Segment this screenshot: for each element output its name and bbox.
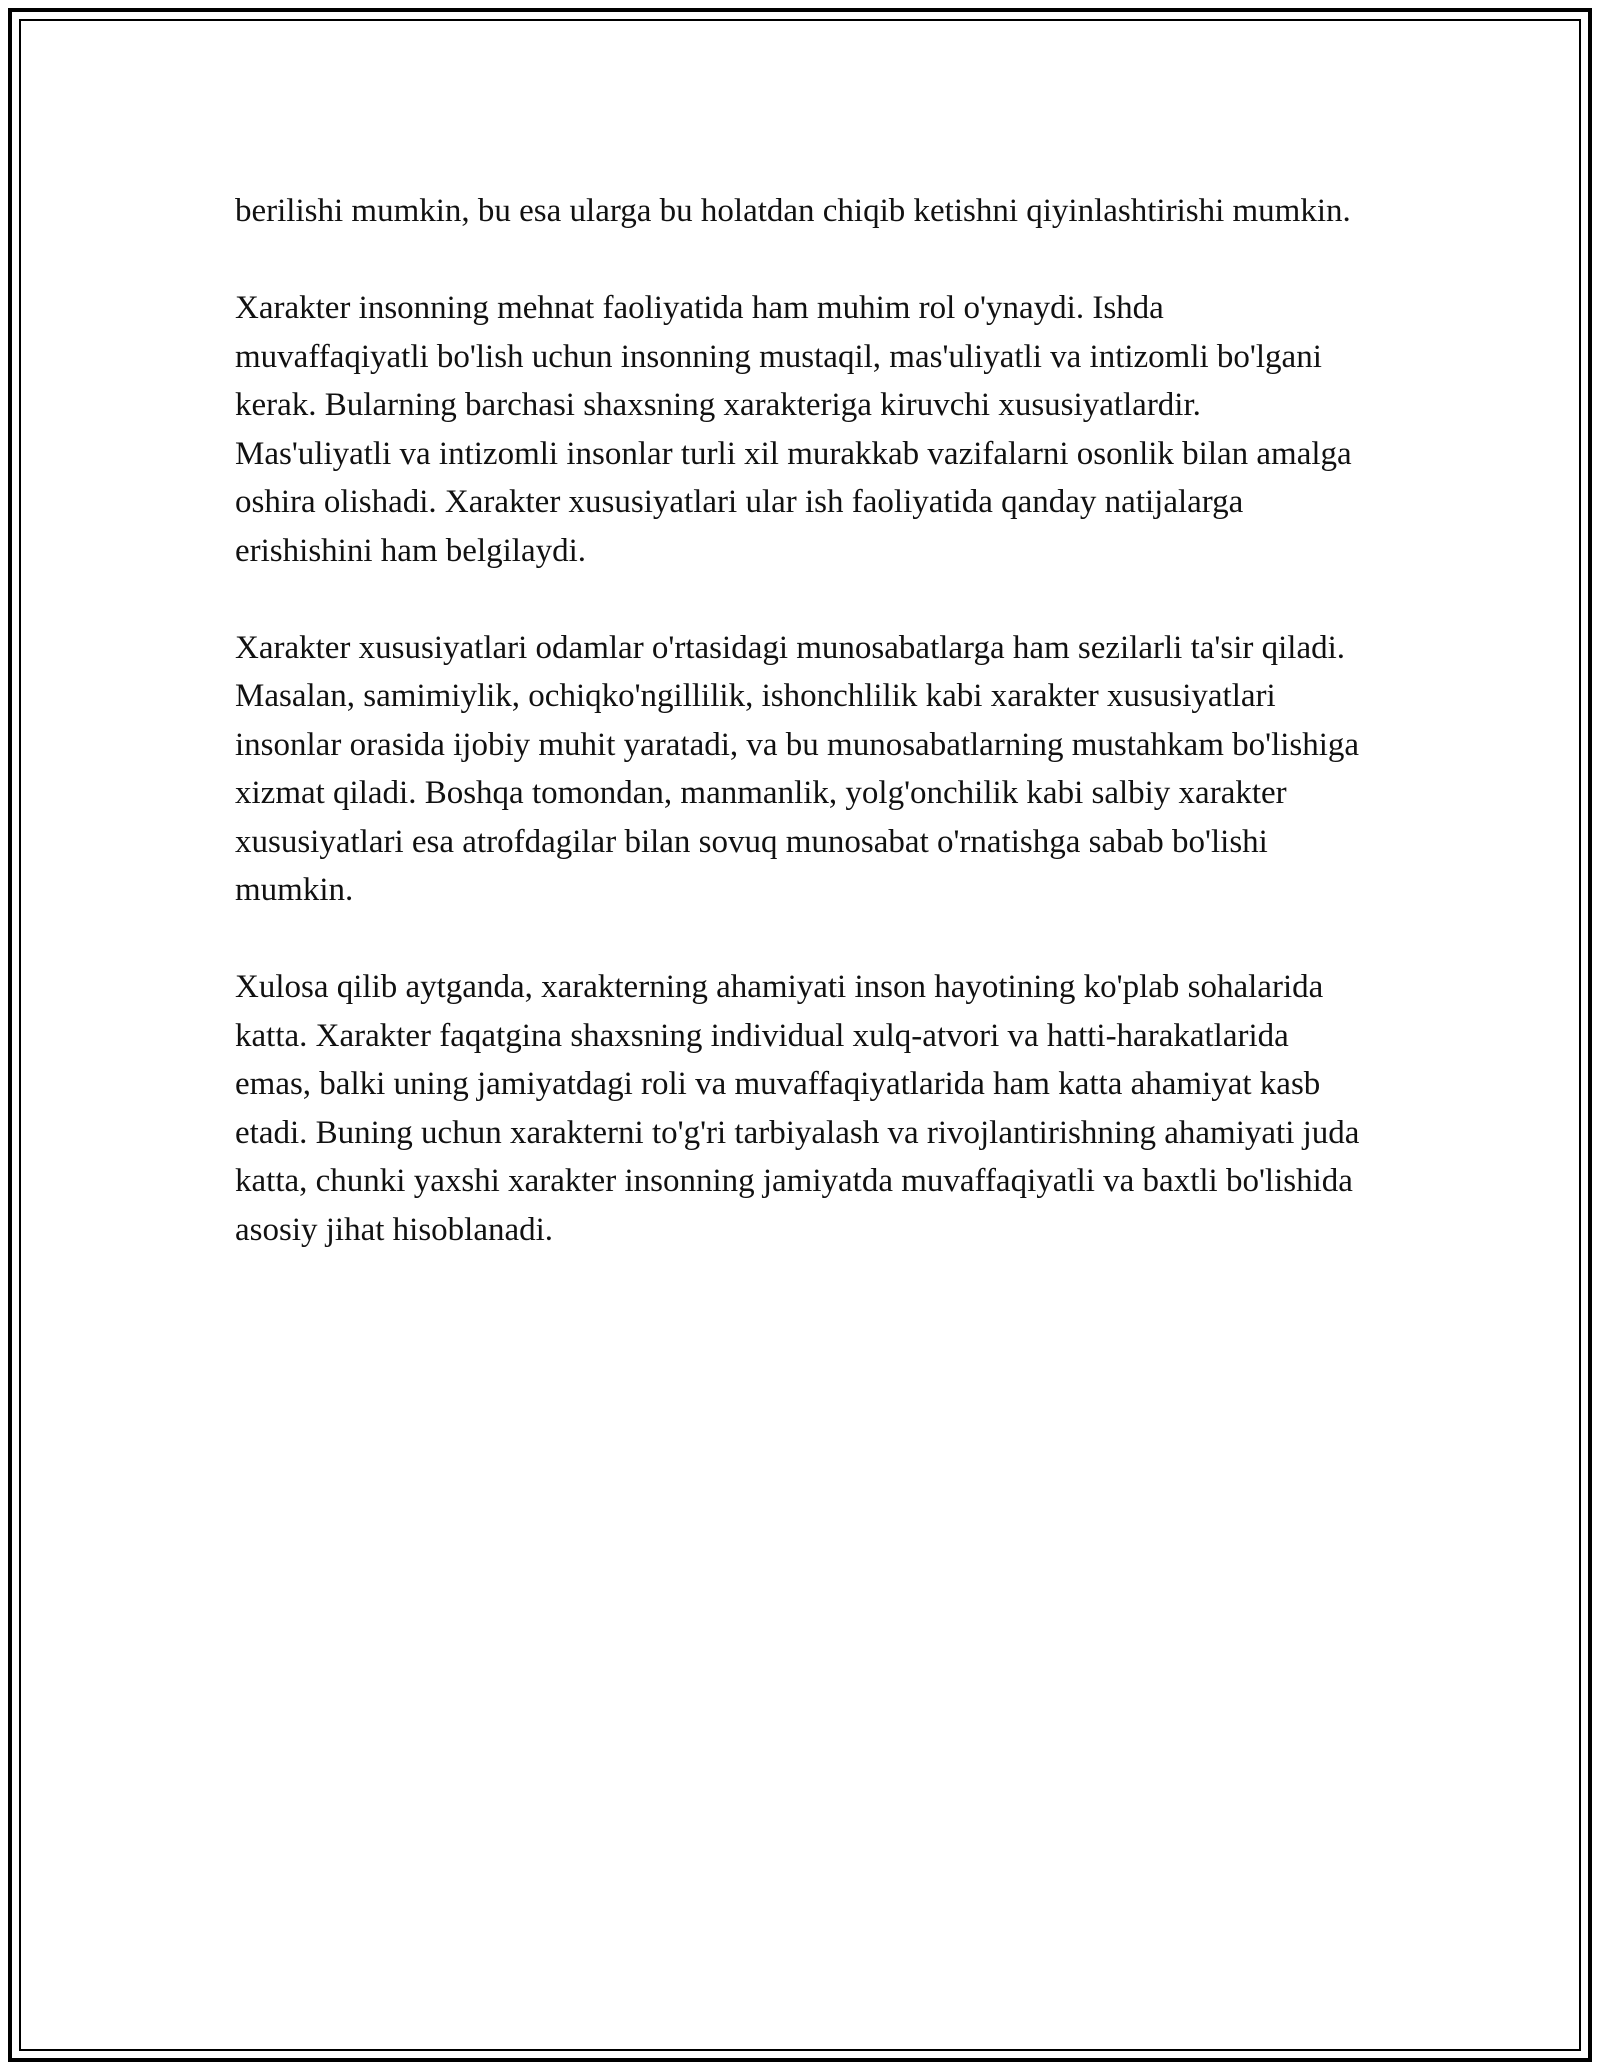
paragraph-3: Xarakter xususiyatlari odamlar o'rtasidagi munosabatlarga ham sezilarli ta'sir qiladi. Masalan, samimiylik, ochiqko'ngillilik, ishonchlilik kabi xarakter xususiyatlari insonlar orasida ijobiy muhit yaratadi, va bu munosabatlarning mustahkam bo'lishiga xizmat qiladi. Boshqa tomondan, manmanlik, yolg'onchilik kabi salbiy xarakter xususiyatlari esa atrofdagilar bilan sovuq munosabat o'rnatishga sabab bo'lishi mumkin. <box>235 629 1360 908</box>
paragraph-2: Xarakter insonning mehnat faoliyatida ham muhim rol o'ynaydi. Ishda muvaffaqiyatli bo'lish uchun insonning mustaqil, mas'uliyatli va intizomli bo'lgani kerak. Bularning barchasi shaxsning xarakteriga kiruvchi xususiyatlardir. Mas'uliyatli va intizomli insonlar turli xil murakkab vazifalarni osonlik bilan amalga oshira olishadi. Xarakter xususiyatlari ular ish faoliyatida qanday natijalarga erishishini ham belgilaydi. <box>235 290 1352 569</box>
document-body <box>235 187 1365 1254</box>
paragraph-4: Xulosa qilib aytganda, xarakterning ahamiyati inson hayotining ko'plab sohalarida katta. Xarakter faqatgina shaxsning individual xulq-atvori va hatti-harakatlarida emas, balki uning jamiyatdagi roli va muvaffaqiyatlarida ham katta ahamiyat kasb etadi. Buning uchun xarakterni to'g'ri tarbiyalash va rivojlantirishning ahamiyati juda katta, chunki yaxshi xarakter insonning jamiyatda muvaffaqiyatli va baxtli bo'lishida asosiy jihat hisoblanadi. <box>235 969 1360 1248</box>
paragraph-1: berilishi mumkin, bu esa ularga bu holatdan chiqib ketishni qiyinlashtirishi mumkin. <box>235 193 1351 229</box>
